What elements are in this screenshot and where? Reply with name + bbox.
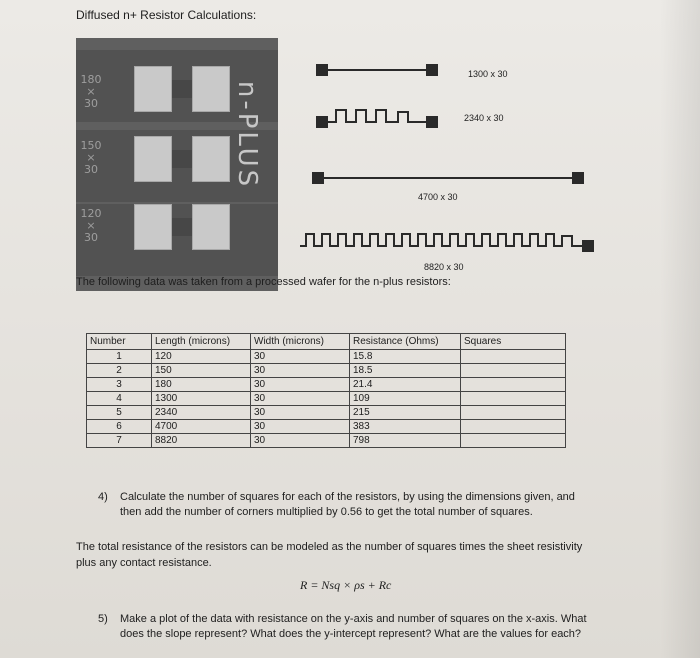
- table-row: [87, 434, 566, 448]
- table-header-row: [87, 334, 566, 350]
- cell-width: 30: [251, 406, 350, 420]
- cell-length: 8820: [152, 434, 251, 448]
- cell-length: 180: [152, 378, 251, 392]
- paragraph-line: The total resistance of the resistors can be modeled as the number of squares times the sheet resistivity: [76, 541, 583, 553]
- cell-number: 5: [87, 406, 152, 420]
- dimension-label: 150 × 30: [80, 139, 102, 176]
- cell-width: 30: [251, 420, 350, 434]
- cell-length: 1300: [152, 392, 251, 406]
- column-header: Number: [87, 334, 152, 350]
- cell-length: 4700: [152, 420, 251, 434]
- resistor-link: [172, 218, 194, 236]
- resistor-4700: [312, 172, 584, 184]
- table-row: [87, 392, 566, 406]
- cell-squares[interactable]: [461, 350, 566, 364]
- question-text: then add the number of corners multiplied by 0.56 to get the total number of squares.: [120, 506, 533, 518]
- cell-resistance: 18.5: [350, 364, 461, 378]
- question-4: [98, 490, 598, 520]
- table-row: [87, 378, 566, 392]
- paragraph-line: plus any contact resistance.: [76, 557, 212, 569]
- contact-pad: [134, 136, 172, 182]
- page-heading: Diffused n+ Resistor Calculations:: [76, 8, 257, 22]
- resistor-8820: [300, 234, 594, 252]
- column-header: Resistance (Ohms): [350, 334, 461, 350]
- question-5: [98, 612, 638, 642]
- cell-squares[interactable]: [461, 364, 566, 378]
- cell-number: 7: [87, 434, 152, 448]
- page-shadow: [660, 0, 700, 658]
- question-text: Make a plot of the data with resistance on the y-axis and number of squares on the x-axis. What: [120, 613, 587, 625]
- table-row: [87, 350, 566, 364]
- resistor-1300: [316, 64, 438, 76]
- column-header: Width (microns): [251, 334, 350, 350]
- cell-width: 30: [251, 434, 350, 448]
- cell-squares[interactable]: [461, 420, 566, 434]
- dimension-label: 120 × 30: [80, 207, 102, 244]
- intro-text: The following data was taken from a processed wafer for the n-plus resistors:: [76, 276, 451, 288]
- resistor-diagrams: [300, 50, 600, 260]
- model-paragraph: [76, 539, 636, 571]
- question-text: Calculate the number of squares for each of the resistors, by using the dimensions given, and: [120, 491, 575, 503]
- cell-width: 30: [251, 364, 350, 378]
- cell-width: 30: [251, 392, 350, 406]
- cell-number: 2: [87, 364, 152, 378]
- resistor-link: [172, 80, 194, 98]
- cell-resistance: 21.4: [350, 378, 461, 392]
- cell-resistance: 798: [350, 434, 461, 448]
- diagram-label: 8820 x 30: [424, 262, 464, 272]
- column-header: Squares: [461, 334, 566, 350]
- cell-number: 6: [87, 420, 152, 434]
- cell-width: 30: [251, 350, 350, 364]
- cell-squares[interactable]: [461, 392, 566, 406]
- resistor-link: [172, 150, 194, 168]
- resistor-data-table: [86, 333, 566, 448]
- question-number: 5): [98, 613, 108, 625]
- question-text: does the slope represent? What does the y-intercept represent? What are the values for each?: [120, 628, 582, 640]
- question-number: 4): [98, 491, 108, 503]
- resistance-equation: R = Nsq × ρs + Rc: [300, 578, 392, 592]
- cell-resistance: 15.8: [350, 350, 461, 364]
- cell-squares[interactable]: [461, 434, 566, 448]
- contact-pad: [134, 66, 172, 112]
- table-row: [87, 420, 566, 434]
- cell-number: 4: [87, 392, 152, 406]
- column-header: Length (microns): [152, 334, 251, 350]
- contact-pad: [134, 204, 172, 250]
- cell-width: 30: [251, 378, 350, 392]
- n-plus-label: n-PLUS: [232, 80, 263, 190]
- dimension-label: 180 × 30: [80, 73, 102, 110]
- table-row: [87, 406, 566, 420]
- cell-number: 1: [87, 350, 152, 364]
- cell-resistance: 109: [350, 392, 461, 406]
- cell-length: 120: [152, 350, 251, 364]
- diagram-label: 4700 x 30: [418, 192, 458, 202]
- table-row: [87, 364, 566, 378]
- cell-number: 3: [87, 378, 152, 392]
- cell-length: 150: [152, 364, 251, 378]
- diagram-label: 2340 x 30: [464, 113, 504, 123]
- cell-resistance: 215: [350, 406, 461, 420]
- cell-resistance: 383: [350, 420, 461, 434]
- cell-squares[interactable]: [461, 406, 566, 420]
- diagram-label: 1300 x 30: [468, 69, 508, 79]
- resistor-2340: [316, 110, 438, 128]
- cell-length: 2340: [152, 406, 251, 420]
- cell-squares[interactable]: [461, 378, 566, 392]
